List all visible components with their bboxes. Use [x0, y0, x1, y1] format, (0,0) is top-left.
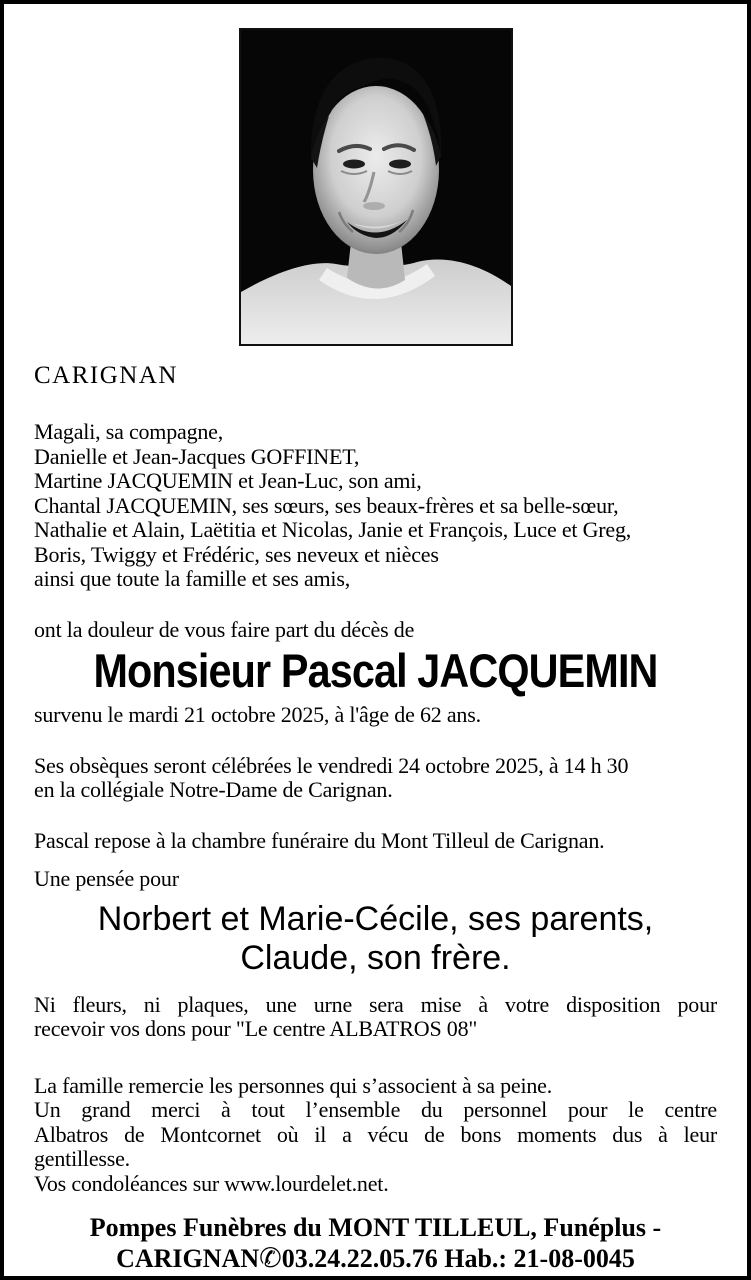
thanks-line: La famille remercie les personnes qui s’associent à sa peine. [34, 1072, 553, 1098]
family-line: Nathalie et Alain, Laëtitia et Nicolas, Janie et François, Luce et Greg, [34, 517, 632, 542]
repose-line: Pascal repose à la chambre funéraire du Mont Tilleul de Carignan. [34, 827, 605, 853]
family-line: Martine JACQUEMIN et Jean-Luc, son ami, [34, 468, 422, 493]
gratitude-paragraph [34, 1098, 717, 1172]
donation-paragraph [34, 993, 717, 1042]
donation-line: Ni fleurs, ni plaques, une urne sera mise à votre disposition pour [34, 992, 717, 1017]
gratitude-line: Albatros de Montcornet où il a vécu de bons moments dus à leur [34, 1122, 717, 1147]
funeral-line: Ses obsèques seront célébrées le vendredi 24 octobre 2025, à 14 h 30 [34, 752, 629, 778]
portrait-illustration [241, 30, 511, 344]
city-heading: CARIGNAN [34, 362, 178, 389]
donation-line: recevoir vos dons pour "Le centre ALBATROS 08" [34, 1016, 478, 1041]
portrait-photo [239, 28, 513, 346]
funeral-home-line1: Pompes Funèbres du MONT TILLEUL, Funéplus - [89, 1213, 662, 1242]
thought-line: Claude, son frère. [240, 938, 511, 977]
family-list [34, 420, 717, 592]
death-line: survenu le mardi 21 octobre 2025, à l'âge de 62 ans. [34, 702, 481, 727]
thought-intro-line: Une pensée pour [34, 866, 179, 891]
family-line: Boris, Twiggy et Frédéric, ses neveux et nièces [34, 541, 439, 567]
intro-line: ont la douleur de vous faire part du décès de [34, 616, 415, 642]
funeral-paragraph [34, 754, 717, 803]
deceased-name-title: Monsieur Pascal JACQUEMIN [93, 644, 658, 697]
funeral-home-footer [34, 1212, 717, 1274]
thought-line: Norbert et Marie-Cécile, ses parents, [97, 899, 654, 938]
family-line: Chantal JACQUEMIN, ses sœurs, ses beaux-frères et sa belle-sœur, [34, 492, 619, 518]
gratitude-line: gentillesse. [34, 1146, 130, 1171]
funeral-home-agency: CARIGNAN [116, 1244, 260, 1273]
phone-icon: ✆ [259, 1243, 282, 1273]
gratitude-line: Un grand merci à tout l’ensemble du personnel pour le centre [34, 1098, 717, 1122]
family-line: Magali, sa compagne, [34, 419, 224, 444]
funeral-home-phone: 03.24.22.05.76 [281, 1244, 438, 1273]
funeral-home-hab: Hab.: 21-08-0045 [444, 1244, 635, 1273]
family-line: Danielle et Jean-Jacques GOFFINET, [34, 443, 360, 469]
condolences-line: Vos condoléances sur www.lourdelet.net. [34, 1170, 389, 1196]
funeral-line: en la collégiale Notre-Dame de Carignan. [34, 777, 393, 802]
thought-block [34, 900, 717, 978]
funeral-home-line2 [34, 1243, 717, 1274]
family-line: ainsi que toute la famille et ses amis, [34, 566, 351, 591]
